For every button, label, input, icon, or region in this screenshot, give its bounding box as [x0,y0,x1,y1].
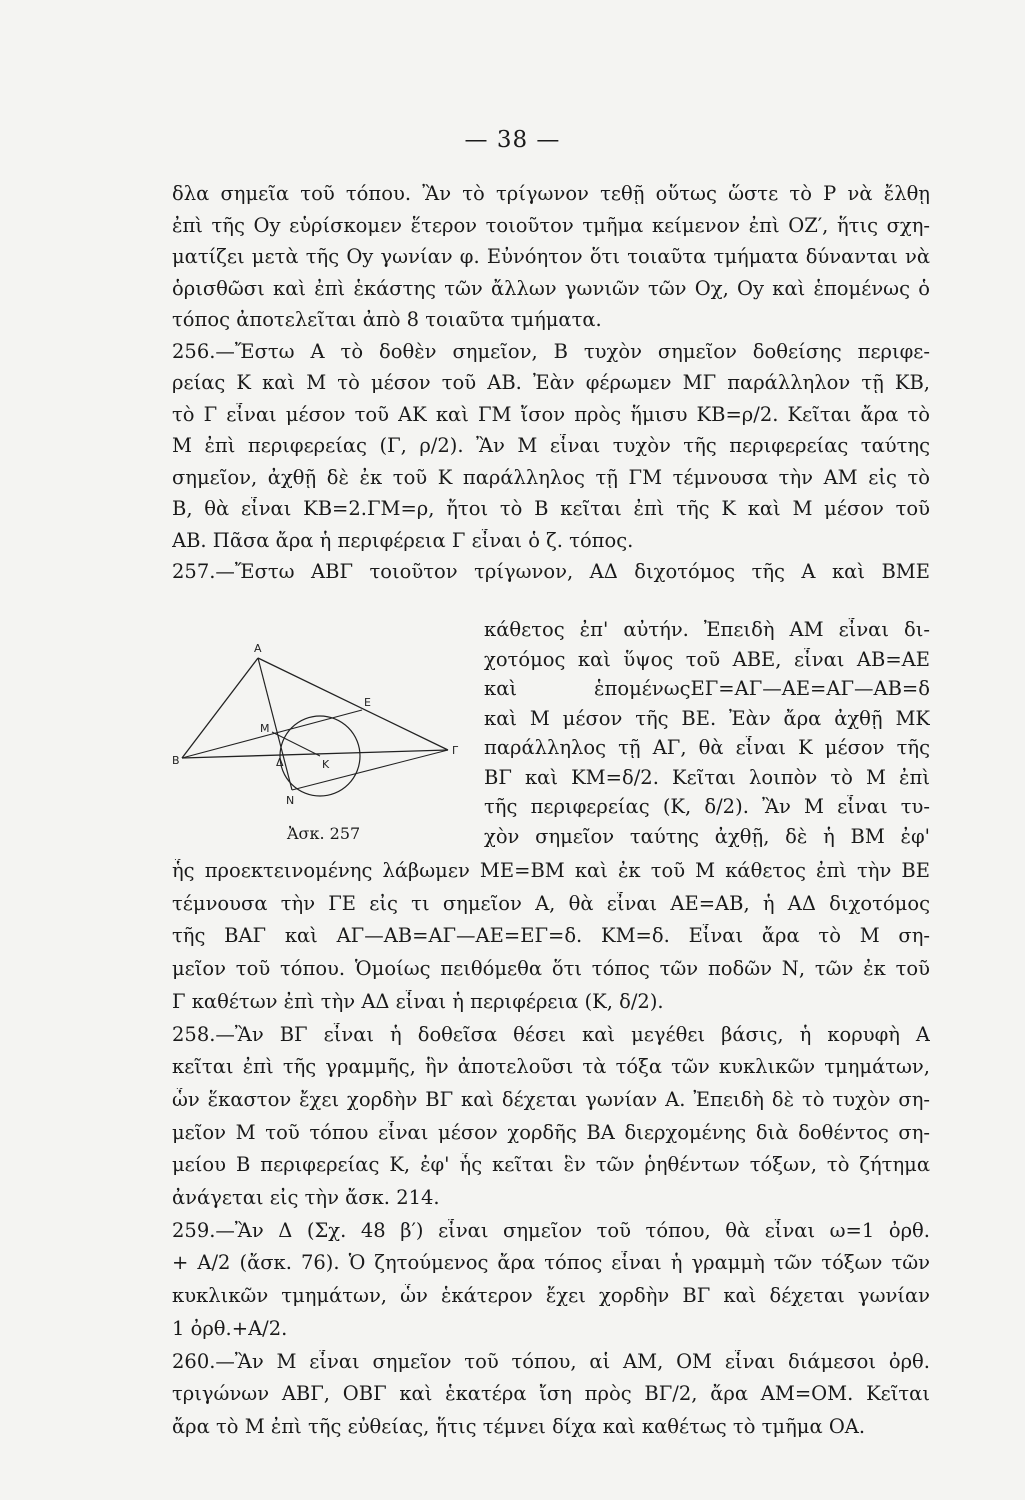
side-ab [182,658,258,758]
text-line: τὸ Γ εἶναι μέσον τοῦ ΑΚ καὶ ΓΜ ἴσον πρὸς ἥμισυ ΚΒ=ρ/2. Κεῖται ἄρα τὸ [172,402,930,426]
page-number: — 38 — [464,127,561,153]
text-line: καὶ Μ μέσον τῆς ΒΕ. Ἐὰν ἄρα ἀχθῇ ΜΚ [484,706,930,730]
text-line: τῆς ΒΑΓ καὶ ΑΓ—ΑΒ=ΑΓ—ΑΕ=ΕΓ=δ. ΚΜ=δ. Εἶναι ἄρα τὸ Μ ση- [172,924,930,948]
text-line: 259.—Ἂν Δ (Σχ. 48 β′) εἶναι σημεῖον τοῦ τόπου, θὰ εἶναι ω=1 ὀρθ. [172,1218,930,1242]
side-ag [258,658,448,750]
label-b: B [172,754,180,767]
text-line: Μ ἐπὶ περιφερείας (Γ, ρ/2). Ἂν Μ εἶναι τυχὸν τῆς περιφερείας ταύτης [172,434,930,457]
text-line: ἧς προεκτεινομένης λάβωμεν ΜΕ=ΒΜ καὶ ἐκ τοῦ Μ κάθετος ἐπὶ τὴν ΒΕ [172,859,930,882]
text-line: ὧν ἕκαστον ἔχει χορδὴν ΒΓ καὶ δέχεται γωνίαν Α. Ἐπειδὴ δὲ τὸ τυχὸν ση- [172,1087,930,1111]
text-line: ἐπὶ τῆς Oy εὑρίσκομεν ἕτερον τοιοῦτον τμῆμα κείμενον ἐπὶ OZ′, ἥτις σχη- [172,213,930,237]
label-e: E [364,696,371,709]
text-line: κεῖται ἐπὶ τῆς γραμμῆς, ἣν ἀποτελοῦσι τὰ τόξα τῶν κυκλικῶν τμημάτων, [172,1055,930,1079]
text-line: τέμνουσα τὴν ΓΕ εἰς τι σημεῖον Α, θὰ εἶναι ΑΕ=ΑΒ, ἡ ΑΔ διχοτόμος [172,891,930,915]
text-line: χοτόμος καὶ ὕψος τοῦ ΑΒΕ, εἶναι ΑΒ=ΑΕ [484,647,930,671]
label-n: N [286,794,295,807]
text-line: καὶ ἑπομένωςΕΓ=ΑΓ—ΑΕ=ΑΓ—ΑΒ=δ [484,677,930,700]
text-line: χὸν σημεῖον ταύτης ἀχθῇ, δὲ ἡ ΒΜ ἐφ' [484,824,930,848]
text-line: + Α/2 (ἄσκ. 76). Ὁ ζητούμενος ἄρα τόπος εἶναι ἡ γραμμὴ τῶν τόξων τῶν [172,1251,930,1275]
text-line: 258.—Ἂν ΒΓ εἶναι ἡ δοθεῖσα θέσει καὶ μεγέθει βάσις, ἡ κορυφὴ Α [172,1022,930,1046]
text-line: 257.—Ἔστω ΑΒΓ τοιοῦτον τρίγωνον, ΑΔ διχοτόμος τῆς Α καὶ ΒΜΕ [172,560,930,583]
segment-mk [272,732,320,756]
text-line: ὁρισθῶσι καὶ ἐπὶ ἑκάστης τῶν ἄλλων γωνιῶν τῶν Οχ, Oy καὶ ἑπομένως ὁ [172,276,930,300]
text-line: Β, θὰ εἶναι ΚΒ=2.ΓΜ=ρ, ἤτοι τὸ Β κεῖται ἐπὶ τῆς Κ καὶ Μ μέσον τοῦ [172,497,930,520]
text-line: τριγώνων ΑΒΓ, ΟΒΓ καὶ ἑκατέρα ἴση πρὸς ΒΓ/2, ἄρα ΑΜ=ΟΜ. Κεῖται [172,1382,930,1406]
label-a: A [254,642,262,655]
text-line: μεῖον Μ τοῦ τόπου εἶναι μέσον χορδῆς ΒΑ διερχομένης διὰ δοθέντος ση- [172,1120,930,1144]
label-g: Γ [452,744,459,757]
text-line: ἀνάγεται εἰς τὴν ἄσκ. 214. [172,1186,440,1209]
text-line: ρείας Κ καὶ Μ τὸ μέσον τοῦ ΑΒ. Ἐὰν φέρωμεν ΜΓ παράλληλον τῇ ΚΒ, [172,371,930,394]
text-line: τῆς περιφερείας (Κ, δ/2). Ἂν Μ εἶναι τυ- [484,795,930,818]
text-line: ΒΓ καὶ ΚΜ=δ/2. Κεῖται λοιπὸν τὸ Μ ἐπὶ [484,765,930,789]
text-line: παράλληλος τῇ ΑΓ, θὰ εἶναι Κ μέσον τῆς [484,736,930,759]
geometry-figure [172,640,484,850]
segment-be [182,710,362,758]
text-line: δλα σημεῖα τοῦ τόπου. Ἂν τὸ τρίγωνον τεθῇ οὕτως ὥστε τὸ Ρ νὰ ἔλθῃ [172,182,930,205]
text-line: κυκλικῶν τμημάτων, ὧν ἑκάτερον ἔχει χορδὴν ΒΓ καὶ δέχεται γωνίαν [172,1284,930,1308]
text-line: σημεῖον, ἀχθῇ δὲ ἐκ τοῦ Κ παράλληλος τῇ ΓΜ τέμνουσα τὴν ΑΜ εἰς τὸ [172,465,930,489]
segment-gn [292,750,448,790]
text-line: ἄρα τὸ Μ ἐπὶ τῆς εὐθείας, ἥτις τέμνει δίχα καὶ καθέτως τὸ τμῆμα ΟΑ. [172,1414,866,1438]
label-d: Δ [276,756,284,769]
label-k: K [322,758,330,771]
text-line: 260.—Ἂν Μ εἶναι σημεῖον τοῦ τόπου, αἱ ΑΜ, ΟΜ εἶναι διάμεσοι ὀρθ. [172,1349,930,1373]
text-line: ματίζει μετὰ τῆς Oy γωνίαν φ. Εὐνόητον ὅτι τοιαῦτα τμήματα δύνανται νὰ [172,245,930,268]
text-line: Γ καθέτων ἐπὶ τὴν ΑΔ εἶναι ἡ περιφέρεια (Κ, δ/2). [172,989,664,1013]
text-line: κάθετος ἐπ' αὐτήν. Ἐπειδὴ ΑΜ εἶναι δι- [484,618,930,641]
text-line: μείου Β περιφερείας Κ, ἐφ' ἧς κεῖται ἓν τῶν ῥηθέντων τόξων, τὸ ζήτημα [172,1153,930,1177]
figure-caption: Ἀσκ. 257 [287,824,361,843]
text-line: τόπος ἀποτελεῖται ἀπὸ 8 τοιαῦτα τμήματα. [172,308,602,331]
text-line: μεῖον τοῦ τόπου. Ὁμοίως πειθόμεθα ὅτι τόπος τῶν ποδῶν Ν, τῶν ἐκ τοῦ [172,957,930,981]
text-line: 1 ὀρθ.+Α/2. [172,1316,288,1340]
text-line: ΑΒ. Πᾶσα ἄρα ἡ περιφέρεια Γ εἶναι ὁ ζ. τόπος. [172,528,634,552]
text-line: 256.—Ἔστω Α τὸ δοθὲν σημεῖον, Β τυχὸν σημεῖον δοθείσης περιφε- [172,339,930,363]
label-m: M [260,722,270,735]
